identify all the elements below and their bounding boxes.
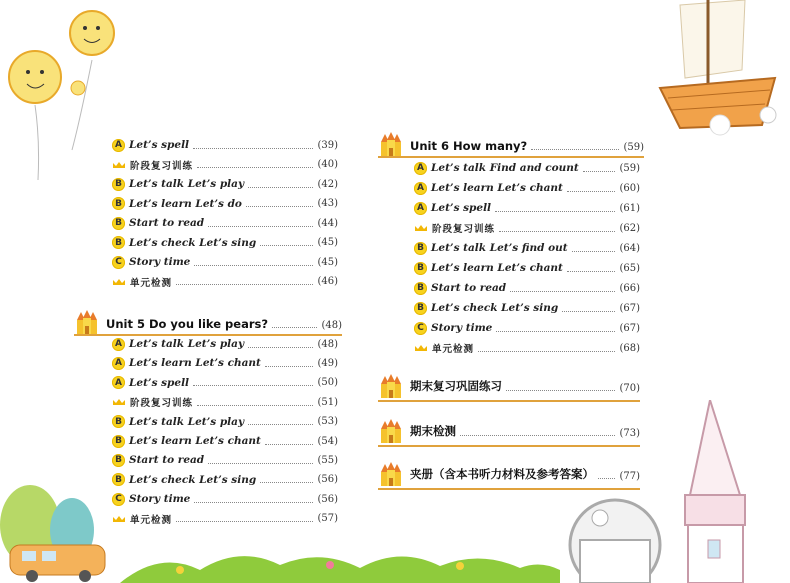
section-badge: B (112, 415, 125, 428)
ship-illustration (650, 0, 790, 140)
page-number: (45) (317, 256, 338, 268)
entry-title: Let’s learn Let’s chant (129, 435, 261, 447)
page-number: (44) (317, 217, 338, 229)
toc-entry[interactable] (112, 334, 338, 354)
toc-entry[interactable] (414, 238, 640, 258)
toc-entry[interactable] (414, 178, 640, 198)
toc-entry[interactable] (414, 258, 640, 278)
toc-entry[interactable] (414, 198, 640, 218)
section-badge: A (414, 162, 427, 175)
toc-entry[interactable] (414, 338, 640, 358)
entry-title: 单元检测 (130, 277, 173, 289)
section-badge: B (112, 178, 125, 191)
unit-heading[interactable] (378, 130, 644, 158)
entry-title: 阶段复习训练 (130, 398, 194, 410)
section-badge: B (112, 236, 125, 249)
toc-entry[interactable] (112, 213, 338, 233)
toc-entry[interactable] (112, 470, 338, 490)
section-heading[interactable] (378, 370, 640, 398)
entry-title: Start to read (431, 282, 507, 294)
dot-leader (260, 482, 313, 483)
balloons-illustration (0, 0, 130, 180)
unit-heading[interactable] (74, 308, 342, 336)
toc-entry[interactable] (112, 353, 338, 373)
section-underline (378, 400, 640, 402)
entry-title: Story time (129, 256, 191, 268)
page-number: (64) (619, 242, 640, 254)
entry-title: Let’s check Let’s sing (129, 473, 257, 486)
section-badge: B (414, 282, 427, 295)
dot-leader (572, 251, 616, 252)
section-badge: A (112, 338, 125, 351)
dot-leader (197, 405, 313, 406)
dot-leader (246, 206, 314, 207)
section-heading[interactable] (378, 415, 640, 443)
section-badge: A (112, 376, 125, 389)
toc-entry[interactable] (414, 278, 640, 298)
entry-title: Let’s learn Let’s chant (431, 182, 563, 194)
section-badge: B (112, 197, 125, 210)
dot-leader (265, 366, 314, 367)
page-number: (61) (619, 202, 640, 214)
castle-icon (378, 132, 404, 156)
entry-title: Let’s spell (129, 376, 190, 389)
dot-leader (510, 291, 615, 292)
toc-entry[interactable] (112, 392, 338, 412)
section-badge: B (112, 454, 125, 467)
entry-title: 阶段复习训练 (130, 160, 194, 172)
section-badge: C (414, 322, 427, 335)
toc-entry[interactable] (112, 135, 338, 155)
page-number: (48) (317, 338, 338, 350)
page-number: (67) (619, 302, 640, 314)
trees-and-bus-illustration (0, 470, 130, 583)
toc-entry[interactable] (112, 489, 338, 509)
section-badge: B (414, 262, 427, 275)
dot-leader (499, 231, 615, 232)
entry-title: Start to read (129, 454, 205, 467)
section-badge: B (414, 242, 427, 255)
section-badge: A (414, 202, 427, 215)
robot-building-illustration (560, 490, 670, 583)
entry-title: Let’s learn Let’s chant (129, 357, 261, 370)
page-number: (54) (317, 435, 338, 447)
entry-title: Let’s learn Let’s do (129, 197, 242, 210)
page-number: (56) (317, 474, 338, 486)
page-number: (45) (317, 237, 338, 248)
dot-leader (248, 347, 313, 348)
crown-icon (112, 161, 126, 169)
toc-entry[interactable] (112, 431, 338, 451)
entry-title: 阶段复习训练 (432, 224, 496, 235)
page-number: (50) (317, 377, 338, 389)
dot-leader (194, 502, 313, 503)
page-number: (59) (619, 162, 640, 174)
toc-entry[interactable] (112, 509, 338, 529)
section-badge: C (112, 493, 125, 506)
page-number: (57) (317, 513, 338, 525)
toc-entry[interactable] (112, 252, 338, 272)
entry-title: Let’s talk Let’s play (129, 178, 245, 190)
grass-illustration (120, 540, 560, 583)
dot-leader (208, 463, 313, 464)
toc-entry[interactable] (414, 298, 640, 318)
toc-entry[interactable] (112, 412, 338, 432)
dot-leader (531, 149, 619, 150)
entry-title: 单元检测 (130, 514, 173, 526)
toc-entry[interactable] (112, 233, 338, 253)
section-title: 期末检测 (410, 424, 456, 438)
castle-icon (378, 374, 404, 398)
page-number: (49) (317, 357, 338, 369)
dot-leader (193, 148, 313, 149)
dot-leader (248, 424, 313, 425)
dot-leader (478, 351, 615, 352)
crown-icon (414, 224, 428, 232)
section-badge: C (112, 256, 125, 269)
page-number: (77) (619, 471, 640, 482)
entry-title: Let’s check Let’s sing (431, 302, 559, 314)
entry-title: Let’s learn Let’s chant (431, 262, 563, 274)
dot-leader (495, 211, 615, 212)
dot-leader (194, 265, 313, 266)
section-underline (378, 488, 640, 490)
page-number: (53) (317, 416, 338, 428)
section-underline (378, 445, 640, 447)
page-number: (40) (317, 159, 338, 170)
entry-title: Story time (431, 322, 493, 334)
page-number: (62) (619, 222, 640, 234)
dot-leader (176, 521, 313, 522)
unit-title: Unit 5 Do you like pears? (106, 317, 269, 331)
page-number: (42) (317, 178, 338, 190)
page-number: (39) (317, 139, 338, 151)
toc-entry[interactable] (414, 158, 640, 178)
dot-leader (197, 167, 313, 168)
page-number: (43) (317, 198, 338, 209)
dot-leader (193, 385, 313, 386)
section-title: 夹册（含本书听力材料及参考答案） (410, 467, 594, 481)
toc-entry[interactable] (112, 450, 338, 470)
entry-title: Let’s spell (431, 202, 492, 214)
entry-title: Let’s talk Let’s play (129, 415, 245, 428)
toc-entry[interactable] (414, 318, 640, 338)
toc-entry[interactable] (112, 174, 338, 194)
tower-illustration (660, 400, 790, 583)
dot-leader (460, 435, 615, 436)
entry-title: Let’s spell (129, 139, 190, 151)
dot-leader (260, 245, 313, 246)
castle-icon (74, 310, 100, 334)
entry-title: Let’s talk Find and count (431, 162, 579, 174)
toc-entry[interactable] (112, 272, 338, 292)
dot-leader (176, 284, 313, 285)
crown-icon (112, 278, 126, 286)
dot-leader (248, 187, 313, 188)
dot-leader (265, 444, 314, 445)
castle-icon (378, 462, 404, 486)
dot-leader (567, 271, 616, 272)
page-number: (55) (317, 454, 338, 466)
section-title: 期末复习巩固练习 (410, 379, 502, 393)
section-badge: B (112, 473, 125, 486)
section-badge: B (112, 435, 125, 448)
entry-title: Story time (129, 493, 191, 506)
castle-icon (378, 419, 404, 443)
crown-icon (112, 515, 126, 523)
crown-icon (112, 398, 126, 406)
page-number: (73) (619, 428, 640, 439)
section-badge: A (112, 357, 125, 370)
dot-leader (272, 327, 317, 328)
toc-entry[interactable] (414, 218, 640, 238)
dot-leader (567, 191, 616, 192)
entry-title: Let’s talk Let’s play (129, 338, 245, 350)
unit-title: Unit 6 How many? (410, 139, 528, 153)
crown-icon (414, 344, 428, 352)
dot-leader (208, 226, 313, 227)
page-number: (46) (317, 276, 338, 287)
dot-leader (562, 311, 615, 312)
page-number: (48) (321, 320, 342, 331)
page-number: (59) (623, 142, 644, 153)
entry-title: Start to read (129, 217, 205, 229)
section-heading[interactable] (378, 458, 640, 486)
page-number: (60) (619, 182, 640, 194)
entry-title: 单元检测 (432, 344, 475, 355)
entry-title: Let’s check Let’s sing (129, 236, 257, 249)
page-number: (66) (619, 282, 640, 294)
section-badge: A (112, 139, 125, 152)
page-number: (68) (619, 342, 640, 354)
page-number: (56) (317, 493, 338, 505)
section-badge: B (112, 217, 125, 230)
dot-leader (583, 171, 616, 172)
toc-entry[interactable] (112, 373, 338, 393)
toc-entry[interactable] (112, 155, 338, 175)
dot-leader (506, 390, 615, 391)
toc-entry[interactable] (112, 194, 338, 214)
section-badge: A (414, 182, 427, 195)
entry-title: Let’s talk Let’s find out (431, 242, 568, 254)
section-badge: B (414, 302, 427, 315)
page-number: (67) (619, 322, 640, 334)
page-number: (51) (317, 396, 338, 408)
page-number: (70) (619, 383, 640, 394)
dot-leader (496, 331, 615, 332)
page-number: (65) (619, 262, 640, 274)
dot-leader (598, 478, 615, 479)
